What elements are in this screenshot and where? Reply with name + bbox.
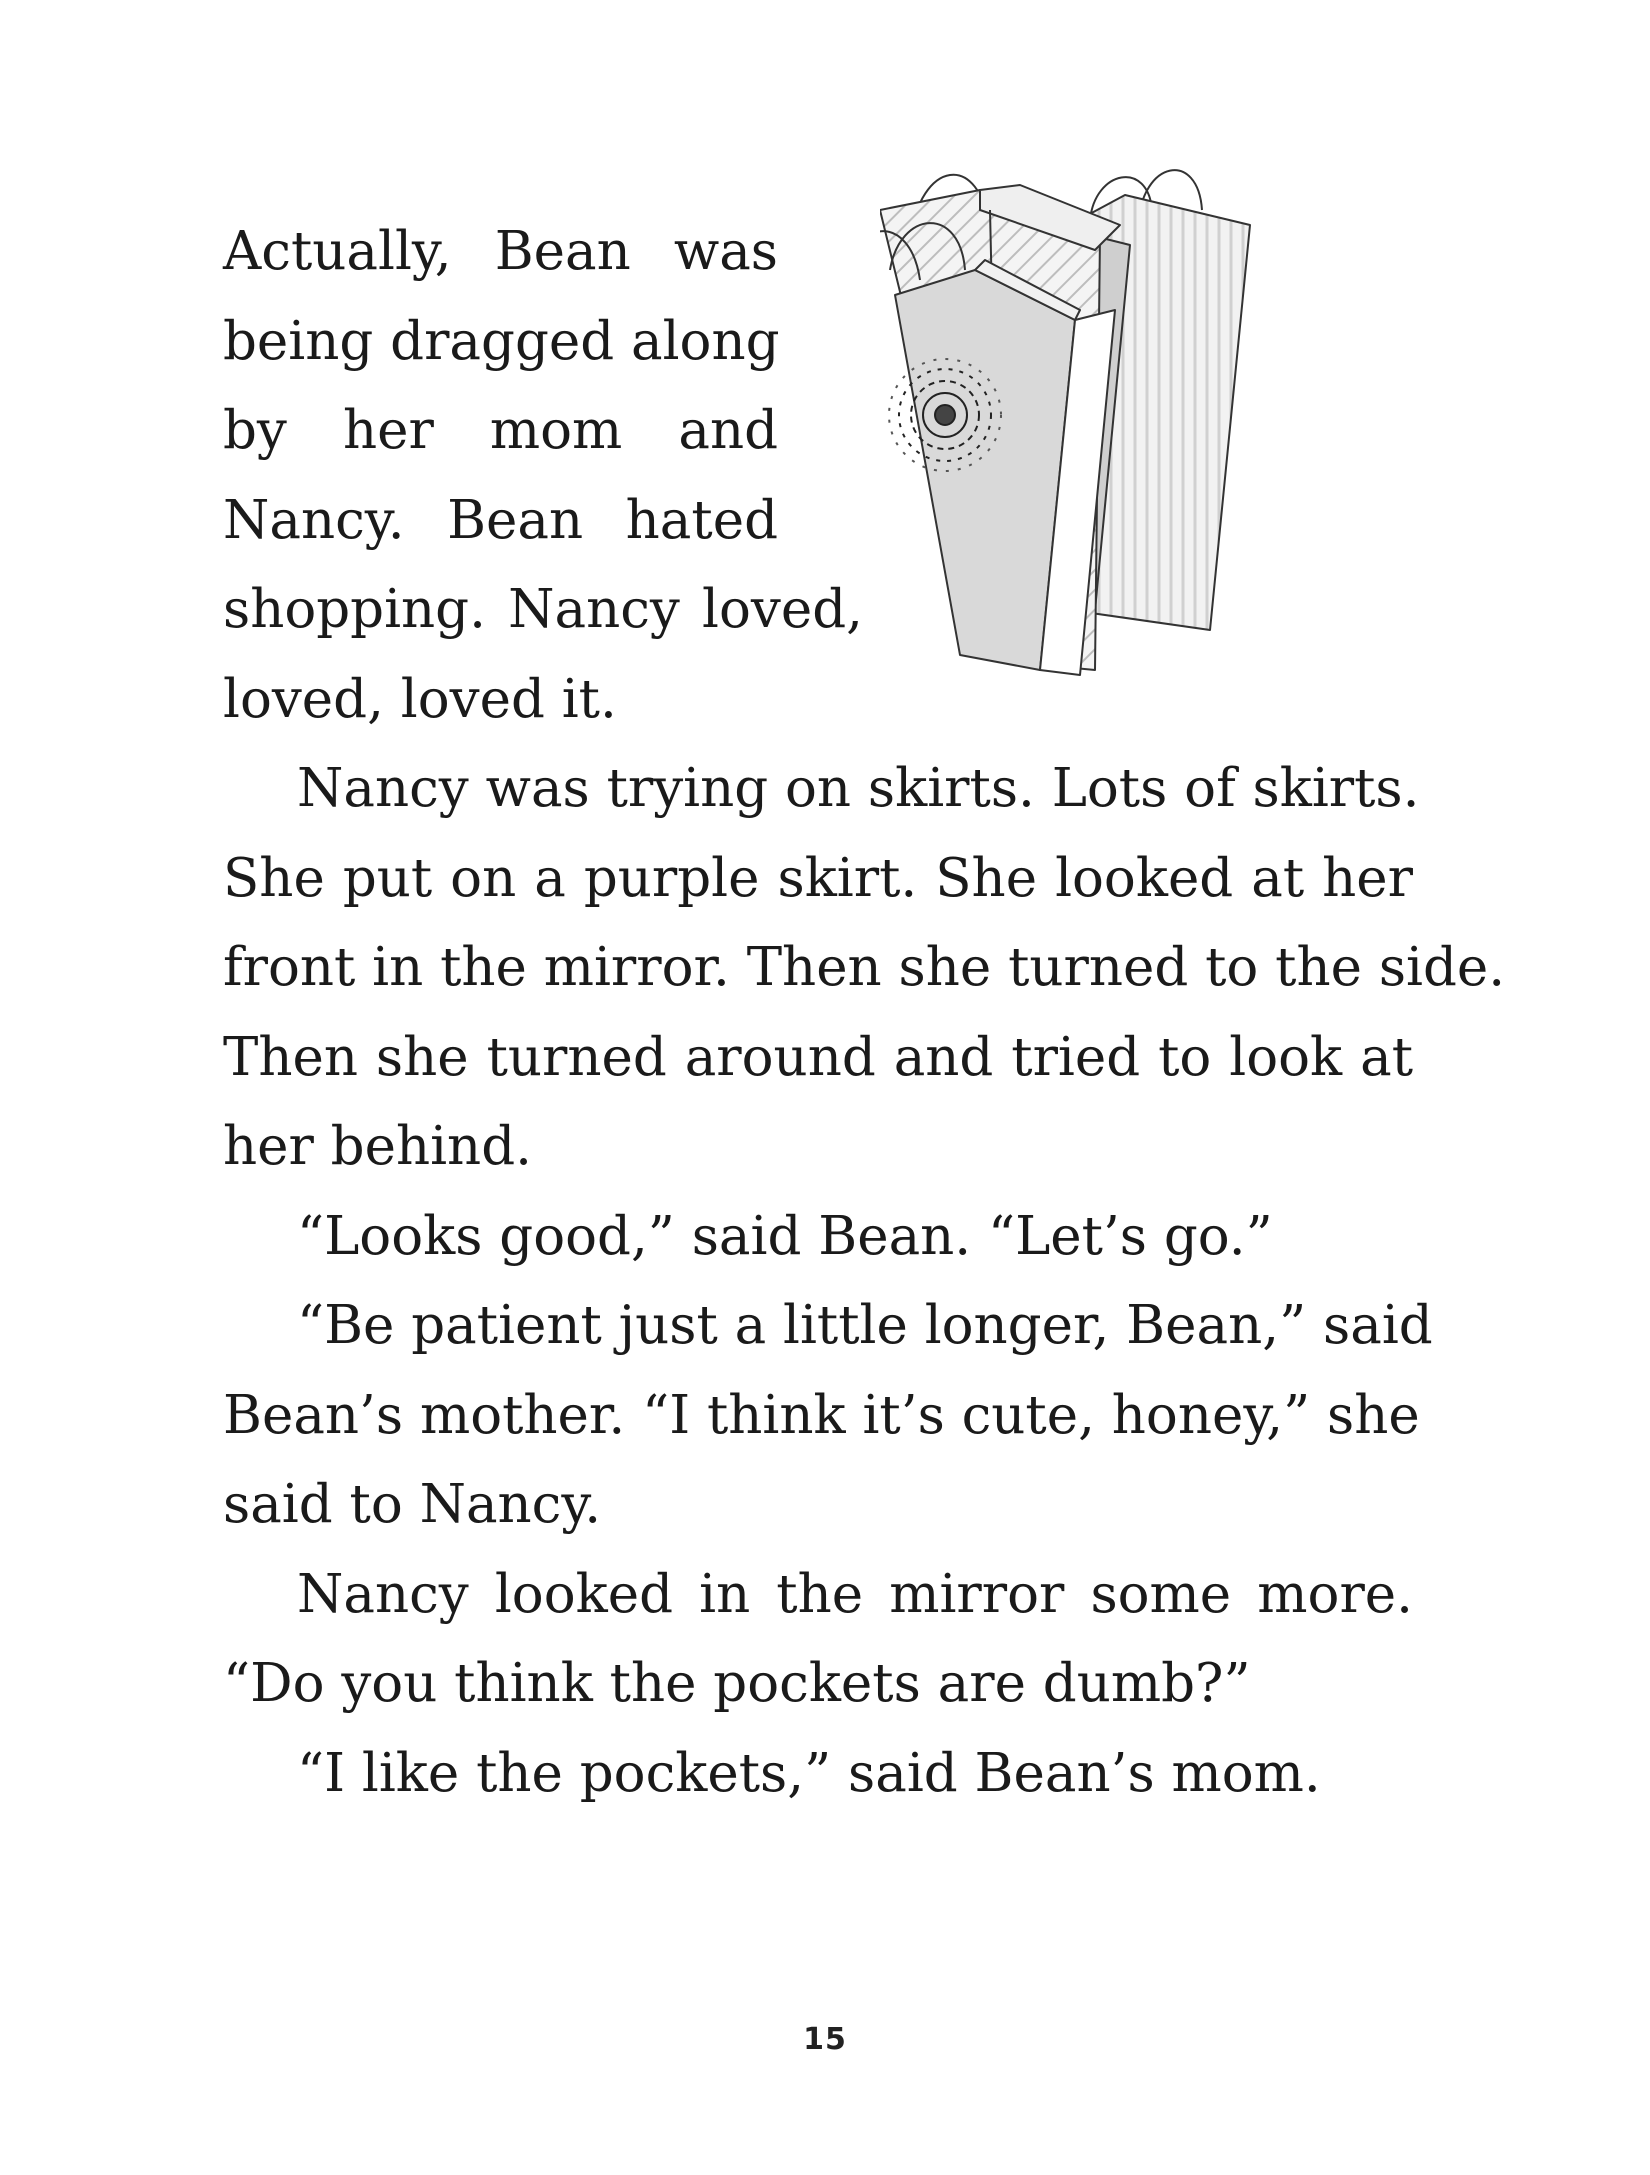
text-line: “I like the pockets,” said Bean’s mom.	[297, 1742, 1321, 1804]
shopping-bags-illustration	[880, 150, 1520, 690]
text-line: “Be patient just a little longer, Bean,” said	[297, 1295, 1433, 1356]
text-line: “Do you think the pockets are dumb?”	[223, 1653, 1251, 1714]
text-line: shopping. Nancy loved,	[223, 579, 863, 640]
text-line: her behind.	[223, 1116, 532, 1177]
text-line: “Looks good,” said Bean. “Let’s go.”	[297, 1205, 1273, 1267]
text-line: Bean’s mother. “I think it’s cute, honey,” she	[223, 1384, 1420, 1446]
text-line: Actually, Bean was	[223, 221, 778, 282]
text-line: Then she turned around and tried to look at	[223, 1026, 1413, 1088]
text-line: by her mom and	[223, 400, 778, 461]
text-line: said to Nancy.	[223, 1474, 602, 1535]
page-number: 15	[803, 2022, 847, 2057]
text-line: front in the mirror. Then she turned to the side.	[223, 937, 1506, 998]
text-line: loved, loved it.	[223, 668, 617, 730]
text-line: being dragged along	[223, 310, 780, 372]
text-line: Nancy was trying on skirts. Lots of skirts.	[297, 758, 1420, 819]
text-line: Nancy. Bean hated	[223, 489, 778, 551]
text-line: Nancy looked in the mirror some more.	[297, 1563, 1413, 1625]
text-line: She put on a purple skirt. She looked at her	[223, 847, 1413, 909]
